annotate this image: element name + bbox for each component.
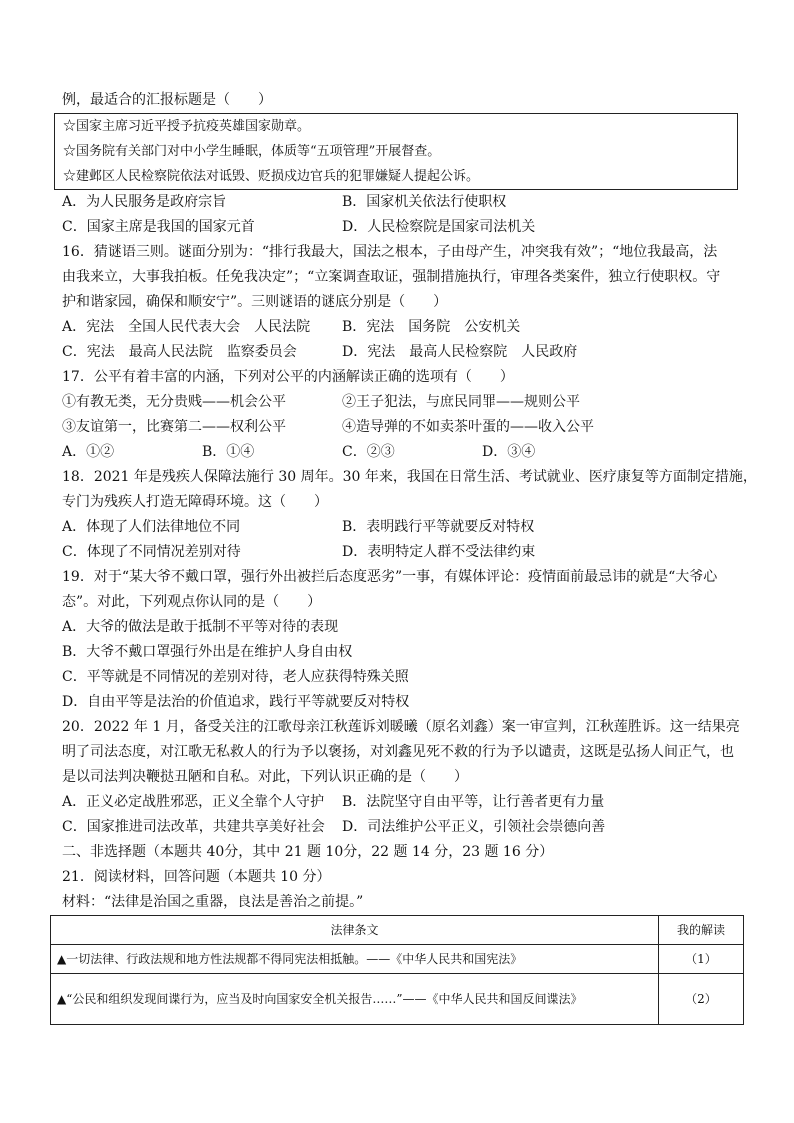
q21-stem: 21．阅读材料，回答问题（本题共 10 分） (62, 869, 331, 885)
box-item: ☆国务院有关部门对中小学生睡眠，体质等“五项管理”开展督查。 (63, 144, 441, 159)
q20-options-row (62, 790, 738, 815)
option-b[interactable]: B．①④ (202, 444, 255, 460)
q17-items-row (62, 415, 738, 440)
statement-1: ①有教无类，无分贵贱——机会公平 (62, 394, 286, 410)
option-c[interactable]: C．国家推进司法改革，共建共享美好社会 (62, 819, 325, 835)
q16-options-row (62, 340, 738, 365)
q20-options-row (62, 815, 738, 840)
header-law: 法律条文 (51, 916, 659, 945)
statement-2: ②王子犯法，与庶民同罪——规则公平 (342, 394, 580, 410)
q16-stem: 16．猜谜语三则。谜面分别为：“排行我最大，国法之根本，子由母产生，冲突我有效”；“地位我最高，法 (62, 244, 718, 260)
q17-options-row (62, 440, 738, 465)
q21-material: 材料：“法律是治国之重器，良法是善治之前提。” (62, 894, 364, 910)
option-c[interactable]: C．体现了不同情况差别对待 (62, 544, 241, 560)
option-d[interactable]: D．自由平等是法治的价值追求，践行平等就要反对特权 (62, 694, 410, 710)
option-b[interactable]: B．大爷不戴口罩强行外出是在维护人身自由权 (62, 644, 353, 660)
law-table (50, 915, 744, 1025)
option-d[interactable]: D．司法维护公平正义，引领社会崇德向善 (342, 819, 606, 835)
q18-stem: 18．2021 年是残疾人保障法施行 30 周年。30 年来，我国在日常生活、考试就业、医疗康复等方面制定措施， (62, 469, 757, 485)
option-c[interactable]: C．平等就是不同情况的差别对待，老人应获得特殊关照 (62, 669, 409, 685)
option-c[interactable]: C．国家主席是我国的国家元首 (62, 219, 255, 235)
option-d[interactable]: D．表明特定人群不受法律约束 (342, 544, 536, 560)
option-a[interactable]: A．为人民服务是政府宗旨 (62, 194, 227, 210)
option-b[interactable]: B．法院坚守自由平等，让行善者更有力量 (342, 794, 605, 810)
q15-options-row (62, 215, 738, 240)
option-d[interactable]: D．人民检察院是国家司法机关 (342, 219, 536, 235)
q20-stem: 20．2022 年 1 月，备受关注的江歌母亲江秋莲诉刘暖曦（原名刘鑫）案一审宣判，江秋莲胜诉。这一结果亮 (62, 719, 740, 735)
option-b[interactable]: B．表明践行平等就要反对特权 (342, 519, 535, 535)
q16-options-row (62, 315, 738, 340)
q20-stem: 是以司法判决鞭挞丑陋和自私。对此，下列认识正确的是（ ） (62, 769, 468, 785)
q16-stem: 护和谐家园，确保和顺安宁”。三则谜语的谜底分别是（ ） (62, 294, 448, 310)
section-heading: 二、非选择题（本题共 40分，其中 21 题 10分，22 题 14 分，23 题 16 分） (62, 844, 554, 860)
q16-stem: 由我来立，大事我拍板。任免我决定”；“立案调查取证，强制措施执行，审理各类案件，独立行使职权。守 (62, 269, 721, 285)
option-a[interactable]: A．①② (62, 444, 115, 460)
exam-page (57, 88, 757, 1025)
table-row (51, 974, 744, 1025)
q15-news-box (54, 113, 738, 190)
statement-4: ④造导弹的不如卖茶叶蛋的——收入公平 (342, 419, 594, 435)
option-d[interactable]: D．宪法 最高人民检察院 人民政府 (342, 344, 578, 360)
q15-options-row (62, 190, 738, 215)
table-row (51, 945, 744, 974)
q18-options-row (62, 515, 738, 540)
option-b[interactable]: B．国家机关依法行使职权 (342, 194, 507, 210)
option-d[interactable]: D．③④ (482, 444, 536, 460)
box-item: ☆国家主席习近平授予抗疫英雄国家勋章。 (63, 119, 311, 134)
answer-slot[interactable]: （2） (659, 974, 744, 1025)
option-a[interactable]: A．宪法 全国人民代表大会 人民法院 (62, 319, 311, 335)
option-c[interactable]: C．宪法 最高人民法院 监察委员会 (62, 344, 297, 360)
q15-tail: 例，最适合的汇报标题是（ ） (62, 92, 272, 108)
header-reading: 我的解读 (659, 916, 744, 945)
option-a[interactable]: A．大爷的做法是敢于抵制不平等对待的表现 (62, 619, 339, 635)
q18-stem: 专门为残疾人打造无障碍环境。这（ ） (62, 494, 328, 510)
option-c[interactable]: C．②③ (342, 444, 395, 460)
law-text: ▲一切法律、行政法规和地方性法规都不得同宪法相抵触。——《中华人民共和国宪法》 (51, 945, 659, 974)
q18-options-row (62, 540, 738, 565)
box-item: ☆建邺区人民检察院依法对诋毁、贬损戍边官兵的犯罪嫌疑人提起公诉。 (63, 169, 480, 184)
law-text: ▲“公民和组织发现间谍行为，应当及时向国家安全机关报告……”——《中华人民共和国反间谍法》 (51, 974, 659, 1025)
q19-stem: 19．对于“某大爷不戴口罩，强行外出被拦后态度恶劣”一事，有媒体评论：疫情面前最忌讳的就是“大爷心 (62, 569, 718, 585)
statement-3: ③友谊第一，比赛第二——权利公平 (62, 419, 286, 435)
q20-stem: 明了司法态度，对江歌无私救人的行为予以褒扬，对刘鑫见死不救的行为予以谴责，这既是弘扬人间正气，也 (62, 744, 734, 760)
option-a[interactable]: A．体现了人们法律地位不同 (62, 519, 241, 535)
answer-slot[interactable]: （1） (659, 945, 744, 974)
option-b[interactable]: B．宪法 国务院 公安机关 (342, 319, 521, 335)
option-a[interactable]: A．正义必定战胜邪恶，正义全靠个人守护 (62, 794, 325, 810)
q17-stem: 17．公平有着丰富的内涵，下列对公平的内涵解读正确的选项有（ ） (62, 369, 514, 385)
q17-items-row (62, 390, 738, 415)
q19-stem: 态”。对此，下列观点你认同的是（ ） (62, 594, 322, 610)
table-header-row (51, 916, 744, 945)
